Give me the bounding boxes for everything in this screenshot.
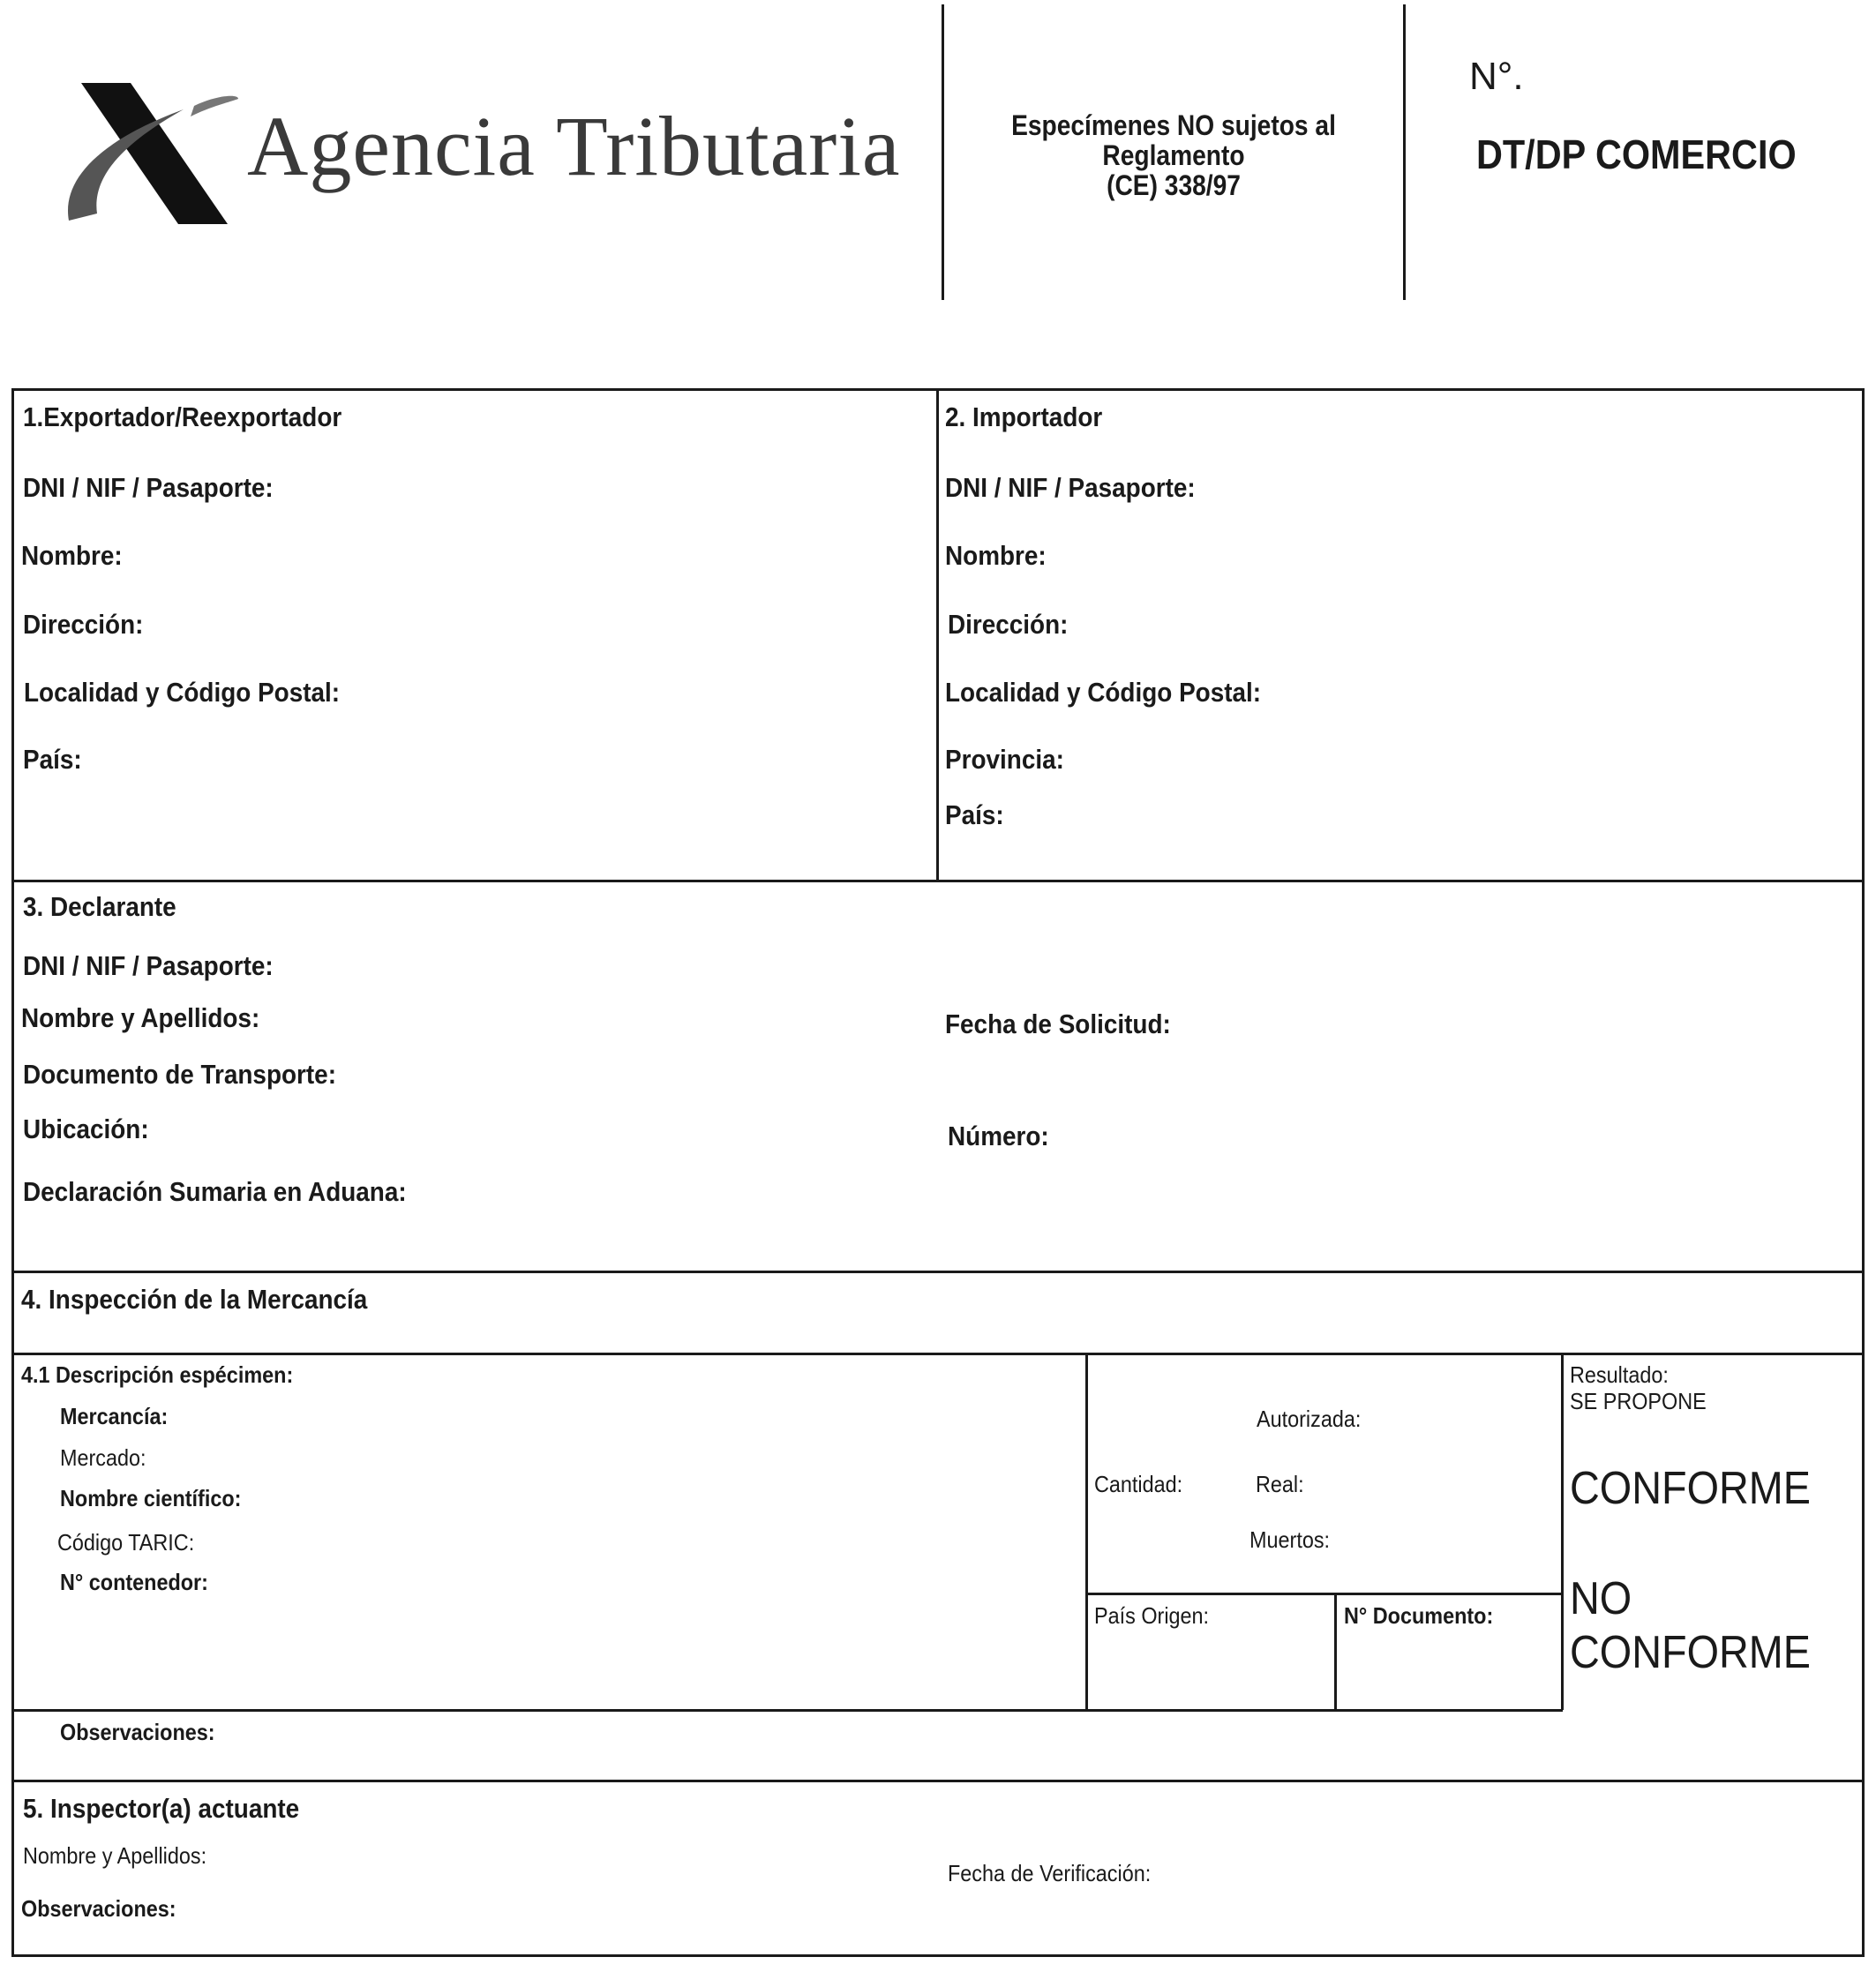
- exportador-localidad-label: Localidad y Código Postal:: [24, 677, 341, 708]
- agencia-tributaria-logo: [62, 79, 901, 238]
- muertos-label: Muertos:: [1249, 1526, 1331, 1553]
- inspector-nombre-label: Nombre y Apellidos:: [23, 1842, 207, 1869]
- divider-qty-origin: [1085, 1593, 1563, 1595]
- exportador-pais-label: País:: [23, 744, 82, 775]
- real-label: Real:: [1256, 1471, 1304, 1497]
- no-conforme-option-line2: CONFORME: [1570, 1627, 1811, 1678]
- pais-origen-label: País Origen:: [1094, 1602, 1210, 1629]
- observaciones-4-label: Observaciones:: [60, 1719, 215, 1745]
- declarante-nombre-label: Nombre y Apellidos:: [21, 1002, 260, 1033]
- divider-after-sec4-title: [11, 1353, 1865, 1355]
- fecha-verificacion-label: Fecha de Verificación:: [948, 1860, 1152, 1886]
- documento-transporte-label: Documento de Transporte:: [23, 1059, 336, 1090]
- fecha-solicitud-label: Fecha de Solicitud:: [945, 1008, 1171, 1039]
- header-divider-1: [942, 4, 944, 300]
- divider-origin-doc: [1334, 1593, 1337, 1710]
- divider-desc-qty: [1085, 1353, 1088, 1710]
- mercancia-label: Mercancía:: [60, 1403, 169, 1429]
- importador-nombre-label: Nombre:: [945, 540, 1047, 571]
- divider-before-observations: [11, 1709, 1563, 1712]
- importador-localidad-label: Localidad y Código Postal:: [945, 677, 1262, 708]
- cantidad-label: Cantidad:: [1094, 1471, 1183, 1497]
- regulation-note: [987, 110, 1360, 200]
- declaracion-sumaria-label: Declaración Sumaria en Aduana:: [23, 1176, 407, 1207]
- nombre-cientifico-label: Nombre científico:: [60, 1485, 242, 1511]
- divider-after-sec4: [11, 1780, 1865, 1782]
- divider-qty-result: [1561, 1353, 1564, 1710]
- autorizada-label: Autorizada:: [1257, 1406, 1362, 1432]
- section-1-title: 1.Exportador/Reexportador: [23, 401, 342, 432]
- agencia-logo-icon: [62, 79, 238, 238]
- document-type: DT/DP COMERCIO: [1476, 131, 1797, 177]
- declarante-dni-label: DNI / NIF / Pasaporte:: [23, 950, 274, 981]
- exportador-dni-label: DNI / NIF / Pasaporte:: [23, 472, 274, 503]
- divider-after-sec3: [11, 1271, 1865, 1273]
- exportador-nombre-label: Nombre:: [21, 540, 123, 571]
- no-conforme-option-line1: NO: [1570, 1573, 1632, 1624]
- importador-direccion-label: Dirección:: [948, 609, 1069, 640]
- regulation-line-2: Reglamento: [1102, 139, 1245, 171]
- regulation-line-1: Especímenes NO sujetos al: [1011, 109, 1336, 141]
- observaciones-5-label: Observaciones:: [21, 1895, 176, 1922]
- regulation-line-3: (CE) 338/97: [1107, 169, 1241, 201]
- header-divider-2: [1403, 4, 1406, 300]
- codigo-taric-label: Código TARIC:: [57, 1529, 195, 1556]
- exportador-direccion-label: Dirección:: [23, 609, 144, 640]
- n-documento-label: N° Documento:: [1344, 1602, 1494, 1629]
- divider-sec1-sec2: [936, 388, 939, 881]
- descripcion-especimen-label: 4.1 Descripción espécimen:: [21, 1361, 294, 1388]
- document-number-label: N°.: [1469, 55, 1524, 98]
- importador-provincia-label: Provincia:: [945, 744, 1064, 775]
- section-3-title: 3. Declarante: [23, 891, 176, 922]
- importador-dni-label: DNI / NIF / Pasaporte:: [945, 472, 1196, 503]
- section-4-title: 4. Inspección de la Mercancía: [21, 1284, 368, 1315]
- section-2-title: 2. Importador: [945, 401, 1103, 432]
- section-5-title: 5. Inspector(a) actuante: [23, 1793, 300, 1824]
- divider-after-sec12: [11, 880, 1865, 882]
- mercado-label: Mercado:: [60, 1444, 146, 1471]
- se-propone-label: SE PROPONE: [1570, 1388, 1707, 1414]
- numero-label: Número:: [948, 1121, 1049, 1151]
- conforme-option: CONFORME: [1570, 1463, 1811, 1514]
- resultado-label: Resultado:: [1570, 1361, 1669, 1388]
- ubicacion-label: Ubicación:: [23, 1113, 149, 1144]
- contenedor-label: N° contenedor:: [60, 1569, 208, 1595]
- importador-pais-label: País:: [945, 799, 1004, 830]
- logo-text: Agencia Tributaria: [247, 99, 901, 193]
